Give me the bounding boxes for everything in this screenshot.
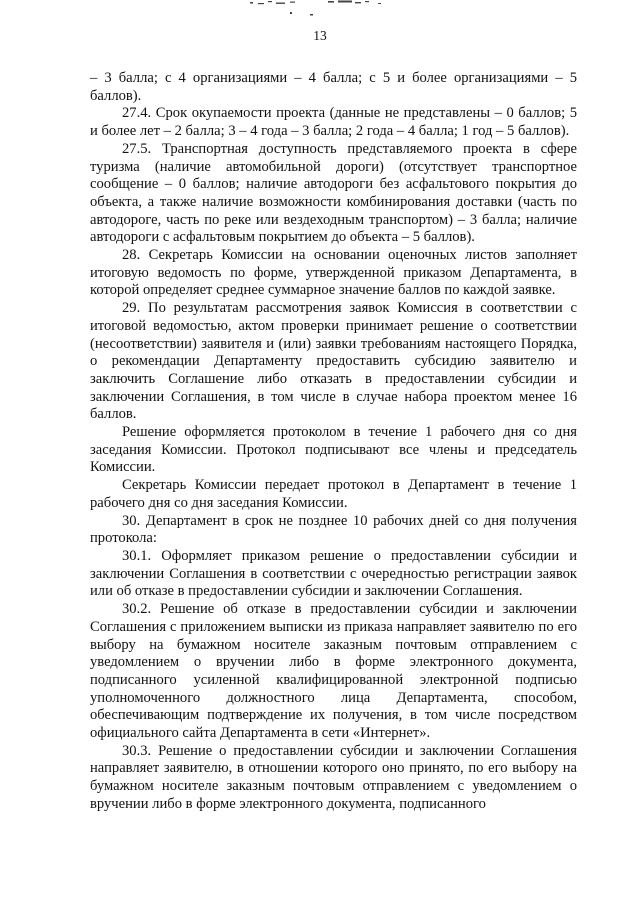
- paragraph: – 3 балла; с 4 организациями – 4 балла; с 5 и более организациями – 5 баллов).: [90, 70, 577, 104]
- scan-artifact: [230, 0, 430, 20]
- paragraph: Секретарь Комиссии передает протокол в Департамент в течение 1 рабочего дня со дня заседания Комиссии.: [90, 477, 577, 511]
- paragraph: 30.1. Оформляет приказом решение о предоставлении субсидии и заключении Соглашения в соответствии с очередностью регистрации заявок или об отказе в предоставлении субсидии и заключении Соглашения.: [90, 547, 577, 600]
- paragraph: 27.4. Срок окупаемости проекта (данные не представлены – 0 баллов; 5 и более лет – 2 балла; 3 – 4 года – 3 балла; 2 года – 4 балла; 1 год – 5 баллов).: [90, 105, 577, 140]
- body-text: [90, 70, 577, 814]
- page-number: 13: [313, 28, 327, 43]
- paragraph: 30. Департамент в срок не позднее 10 рабочих дней со дня получения протокола:: [90, 512, 577, 547]
- paragraph: Решение оформляется протоколом в течение 1 рабочего дня со дня заседания Комиссии. Протокол подписывают все члены и председатель Комиссии.: [90, 424, 577, 476]
- paragraph: 30.3. Решение о предоставлении субсидии и заключении Соглашения направляет заявителю, в отношении которого оно принято, по его выбору на бумажном носителе заказным почтовым отправлением с уведомлением о вручении либо в форме электронного документа, подписанного: [90, 742, 577, 812]
- paragraph: 27.5. Транспортная доступность представляемого проекта в сфере туризма (наличие автомобильной дороги) (отсутствует транспортное сообщение – 0 баллов; наличие автодороги без асфальтового покрытия до объекта, а также наличие возможности комбинирования доставки (часть по автодороге, часть по реке или вездеходным транспортом) – 3 балла; наличие автодороги с асфальтовым покрытием до объекта – 5 баллов).: [90, 140, 577, 246]
- paragraph: 28. Секретарь Комиссии на основании оценочных листов заполняет итоговую ведомость по форме, утвержденной приказом Департамента, в которой определяет среднее суммарное значение баллов по каждой заявке.: [90, 247, 577, 299]
- paragraph: 30.2. Решение об отказе в предоставлении субсидии и заключении Соглашения с приложением выписки из приказа направляет заявителю по его выбору на бумажном носителе заказным почтовым отправлением с уведомлением о вручении либо в форме электронного документа, подписанного усиленной квалифицированной электронной подписью уполномоченного должностного лица Департамента, способом, обеспечивающим подтверждение их получения, в том числе посредством официального сайта Департамента в сети «Интернет».: [90, 601, 577, 742]
- paragraph: 29. По результатам рассмотрения заявок Комиссия в соответствии с итоговой ведомостью, актом проверки принимает решение о соответствии (несоответствии) заявителя и (или) заявки требованиям настоящего Порядка, о рекомендации Департаменту предоставить субсидию заявителю и заключить Соглашение либо отказать в предоставлении субсидии и заключении Соглашения, в том числе в случае набора проектом менее 16 баллов.: [90, 300, 577, 423]
